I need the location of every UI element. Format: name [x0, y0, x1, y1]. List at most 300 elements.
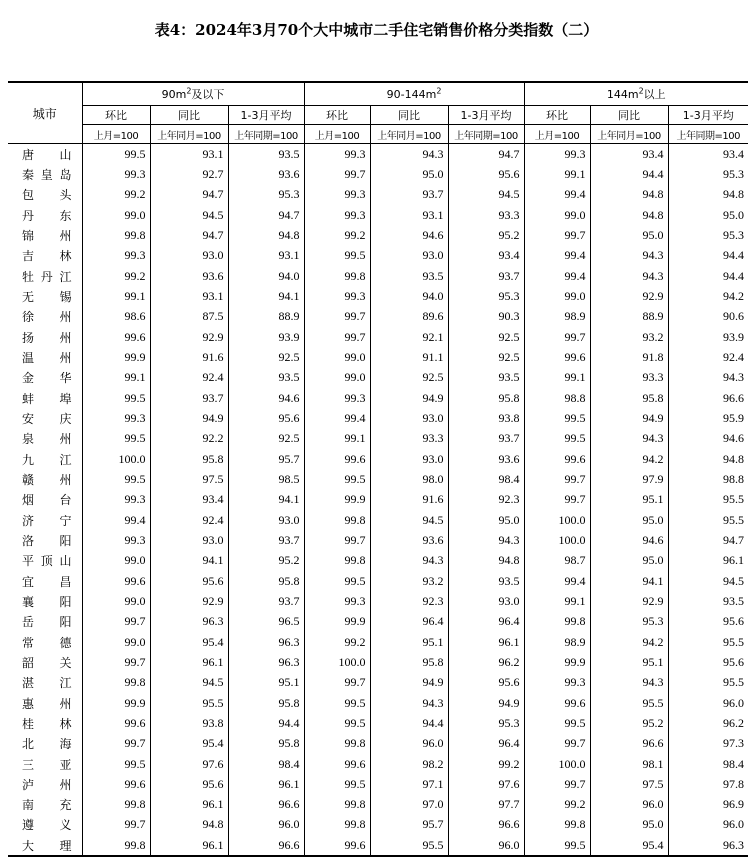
index-value: 99.5	[304, 246, 370, 266]
index-value: 97.5	[150, 469, 228, 489]
index-value: 98.7	[524, 551, 590, 571]
index-value: 94.2	[590, 449, 668, 469]
index-value: 95.3	[228, 185, 304, 205]
index-value: 94.7	[228, 205, 304, 225]
index-value: 92.9	[150, 591, 228, 611]
index-value: 95.1	[590, 490, 668, 510]
index-value: 99.0	[82, 551, 150, 571]
index-value: 92.5	[228, 429, 304, 449]
index-value: 99.8	[304, 266, 370, 286]
index-value: 100.0	[304, 652, 370, 672]
index-value: 97.0	[370, 795, 448, 815]
index-value: 99.7	[524, 225, 590, 245]
index-value: 97.6	[448, 774, 524, 794]
index-value: 99.7	[304, 164, 370, 184]
index-value: 98.9	[524, 307, 590, 327]
index-value: 94.6	[370, 225, 448, 245]
table-row	[8, 795, 748, 815]
index-value: 98.4	[228, 754, 304, 774]
index-value: 99.2	[304, 225, 370, 245]
index-value: 94.8	[228, 225, 304, 245]
index-value: 99.6	[304, 835, 370, 856]
index-value: 99.8	[82, 673, 150, 693]
index-value: 94.8	[150, 815, 228, 835]
city-name: 洛阳	[22, 533, 72, 548]
index-value: 98.5	[228, 469, 304, 489]
index-value: 99.4	[82, 510, 150, 530]
index-value: 96.1	[668, 551, 748, 571]
index-value: 92.4	[150, 510, 228, 530]
index-value: 93.5	[370, 266, 448, 286]
index-value: 93.1	[370, 205, 448, 225]
index-value: 99.8	[524, 612, 590, 632]
index-value: 95.0	[448, 510, 524, 530]
index-value: 94.9	[370, 673, 448, 693]
index-value: 99.7	[304, 673, 370, 693]
index-value: 96.1	[150, 652, 228, 672]
table-row	[8, 591, 748, 611]
city-name: 大理	[8, 835, 82, 856]
index-value: 99.3	[82, 246, 150, 266]
index-value: 99.5	[304, 713, 370, 733]
index-value: 95.3	[668, 164, 748, 184]
index-value: 95.8	[590, 388, 668, 408]
index-value: 99.1	[304, 429, 370, 449]
index-value: 97.7	[448, 795, 524, 815]
index-value: 94.1	[228, 490, 304, 510]
index-value: 99.6	[524, 449, 590, 469]
index-value: 96.2	[668, 713, 748, 733]
base-header: 上月=100	[304, 125, 370, 144]
city-name: 牡丹江	[22, 269, 72, 284]
index-value: 95.0	[590, 225, 668, 245]
index-value: 95.2	[228, 551, 304, 571]
sub-header: 1-3月平均	[668, 106, 748, 125]
sub-header: 同比	[150, 106, 228, 125]
city-name: 韶关	[22, 655, 72, 670]
index-value: 94.2	[590, 632, 668, 652]
index-value: 99.6	[82, 571, 150, 591]
index-value: 94.1	[150, 551, 228, 571]
index-value: 95.1	[228, 673, 304, 693]
city-name: 包头	[22, 188, 72, 203]
index-value: 92.7	[150, 164, 228, 184]
city-name: 丹东	[22, 208, 72, 223]
index-value: 100.0	[524, 530, 590, 550]
index-value: 99.4	[524, 571, 590, 591]
index-value: 99.9	[82, 347, 150, 367]
index-value: 94.5	[150, 673, 228, 693]
index-value: 98.4	[448, 469, 524, 489]
index-value: 95.8	[370, 652, 448, 672]
index-value: 97.3	[668, 734, 748, 754]
index-value: 95.8	[228, 693, 304, 713]
index-value: 95.1	[370, 632, 448, 652]
index-value: 93.6	[370, 530, 448, 550]
index-value: 93.1	[150, 144, 228, 165]
index-value: 93.3	[370, 429, 448, 449]
price-index-table	[8, 81, 748, 857]
index-value: 92.5	[228, 347, 304, 367]
city-header: 城市	[8, 82, 82, 144]
index-value: 94.4	[668, 246, 748, 266]
index-value: 94.3	[668, 368, 748, 388]
index-value: 99.7	[82, 815, 150, 835]
index-value: 94.0	[370, 286, 448, 306]
index-value: 93.6	[228, 164, 304, 184]
index-value: 99.3	[82, 408, 150, 428]
base-header: 上月=100	[82, 125, 150, 144]
index-value: 94.9	[448, 693, 524, 713]
index-value: 95.1	[590, 652, 668, 672]
index-value: 94.6	[590, 530, 668, 550]
table-row	[8, 652, 748, 672]
city-name: 蚌埠	[22, 391, 72, 406]
sub-header: 环比	[82, 106, 150, 125]
city-name: 无锡	[22, 289, 72, 304]
index-value: 94.3	[448, 530, 524, 550]
index-value: 96.3	[228, 632, 304, 652]
base-header: 上月=100	[524, 125, 590, 144]
index-value: 94.9	[370, 388, 448, 408]
index-value: 96.4	[370, 612, 448, 632]
index-value: 94.9	[590, 408, 668, 428]
city-name: 温州	[22, 350, 72, 365]
index-value: 93.4	[150, 490, 228, 510]
table-row	[8, 734, 748, 754]
index-value: 99.8	[304, 510, 370, 530]
index-value: 97.5	[590, 774, 668, 794]
table-row	[8, 286, 748, 306]
index-value: 99.9	[304, 612, 370, 632]
index-value: 98.2	[370, 754, 448, 774]
index-value: 88.9	[228, 307, 304, 327]
index-value: 99.5	[82, 144, 150, 165]
index-value: 93.7	[370, 185, 448, 205]
index-value: 99.7	[524, 469, 590, 489]
index-value: 94.3	[590, 246, 668, 266]
index-value: 96.3	[668, 835, 748, 856]
index-value: 96.0	[590, 795, 668, 815]
index-value: 99.9	[82, 693, 150, 713]
table-row	[8, 835, 748, 856]
group-header-small: $90m^2$及以下	[82, 82, 304, 106]
index-value: 99.5	[82, 469, 150, 489]
index-value: 98.8	[524, 388, 590, 408]
index-value: 93.7	[228, 530, 304, 550]
index-value: 93.0	[370, 449, 448, 469]
index-value: 92.5	[448, 327, 524, 347]
index-value: 87.5	[150, 307, 228, 327]
index-value: 99.2	[524, 795, 590, 815]
index-value: 99.5	[304, 693, 370, 713]
index-value: 92.1	[370, 327, 448, 347]
index-value: 96.4	[448, 612, 524, 632]
index-value: 99.5	[304, 571, 370, 591]
index-value: 92.2	[150, 429, 228, 449]
table-row	[8, 774, 748, 794]
index-value: 99.3	[524, 144, 590, 165]
index-value: 94.6	[228, 388, 304, 408]
city-name: 烟台	[22, 493, 72, 508]
index-value: 99.2	[304, 632, 370, 652]
index-value: 99.8	[304, 551, 370, 571]
index-value: 93.5	[668, 591, 748, 611]
city-name: 襄阳	[22, 594, 72, 609]
index-value: 93.1	[150, 286, 228, 306]
index-value: 99.5	[82, 388, 150, 408]
index-value: 99.3	[304, 286, 370, 306]
index-value: 99.8	[304, 815, 370, 835]
index-value: 93.4	[590, 144, 668, 165]
index-value: 99.7	[82, 652, 150, 672]
index-value: 94.8	[448, 551, 524, 571]
index-value: 89.6	[370, 307, 448, 327]
index-value: 100.0	[82, 449, 150, 469]
city-name: 赣州	[22, 472, 72, 487]
index-value: 99.6	[304, 754, 370, 774]
table-row	[8, 673, 748, 693]
index-value: 96.0	[668, 693, 748, 713]
index-value: 99.2	[82, 185, 150, 205]
index-value: 95.6	[668, 612, 748, 632]
index-value: 93.0	[150, 246, 228, 266]
index-value: 99.4	[304, 408, 370, 428]
index-value: 99.4	[524, 185, 590, 205]
index-value: 96.0	[228, 815, 304, 835]
index-value: 92.3	[448, 490, 524, 510]
index-value: 93.4	[448, 246, 524, 266]
index-value: 92.9	[590, 591, 668, 611]
index-value: 100.0	[524, 754, 590, 774]
index-value: 99.1	[82, 368, 150, 388]
index-value: 96.5	[228, 612, 304, 632]
index-value: 96.1	[150, 835, 228, 856]
table-row	[8, 388, 748, 408]
index-value: 94.8	[590, 205, 668, 225]
table-row	[8, 429, 748, 449]
index-value: 96.6	[668, 388, 748, 408]
index-value: 95.6	[448, 673, 524, 693]
index-value: 99.8	[82, 225, 150, 245]
index-value: 95.6	[228, 408, 304, 428]
index-value: 94.5	[370, 510, 448, 530]
table-row	[8, 408, 748, 428]
index-value: 94.8	[590, 185, 668, 205]
index-value: 94.3	[370, 144, 448, 165]
index-value: 93.0	[150, 530, 228, 550]
index-value: 99.5	[82, 754, 150, 774]
index-value: 95.0	[370, 164, 448, 184]
index-value: 92.5	[370, 368, 448, 388]
index-value: 99.8	[304, 795, 370, 815]
index-value: 96.0	[668, 815, 748, 835]
city-name: 常德	[22, 635, 72, 650]
table-row	[8, 469, 748, 489]
index-value: 99.5	[304, 774, 370, 794]
index-value: 99.9	[304, 490, 370, 510]
index-value: 99.3	[82, 164, 150, 184]
city-name: 安庆	[22, 411, 72, 426]
index-value: 93.9	[668, 327, 748, 347]
index-value: 98.1	[590, 754, 668, 774]
index-value: 95.3	[448, 286, 524, 306]
index-value: 94.1	[228, 286, 304, 306]
index-value: 100.0	[524, 510, 590, 530]
index-value: 99.3	[304, 205, 370, 225]
sub-header: 1-3月平均	[448, 106, 524, 125]
index-value: 95.5	[668, 510, 748, 530]
city-name: 南充	[22, 798, 72, 813]
index-value: 93.0	[448, 591, 524, 611]
table-row	[8, 571, 748, 591]
index-value: 99.1	[82, 286, 150, 306]
index-value: 94.2	[668, 286, 748, 306]
index-value: 99.4	[524, 266, 590, 286]
table-row	[8, 144, 748, 165]
index-value: 93.9	[228, 327, 304, 347]
index-value: 95.3	[668, 225, 748, 245]
base-header: 上年同月=100	[370, 125, 448, 144]
index-value: 99.3	[524, 673, 590, 693]
index-value: 99.6	[524, 693, 590, 713]
index-value: 99.9	[524, 652, 590, 672]
index-value: 93.0	[370, 246, 448, 266]
table-row	[8, 347, 748, 367]
sub-header: 同比	[370, 106, 448, 125]
city-name: 惠州	[22, 696, 72, 711]
index-value: 95.3	[448, 713, 524, 733]
index-value: 94.6	[668, 429, 748, 449]
index-value: 93.6	[448, 449, 524, 469]
index-value: 98.6	[82, 307, 150, 327]
index-value: 98.9	[524, 632, 590, 652]
index-value: 94.7	[150, 225, 228, 245]
table-row	[8, 225, 748, 245]
index-value: 96.6	[590, 734, 668, 754]
index-value: 98.4	[668, 754, 748, 774]
table-row	[8, 307, 748, 327]
index-value: 93.2	[590, 327, 668, 347]
table-row	[8, 368, 748, 388]
index-value: 94.9	[150, 408, 228, 428]
table-row	[8, 266, 748, 286]
city-name: 济宁	[22, 513, 72, 528]
index-value: 99.7	[82, 612, 150, 632]
index-value: 97.9	[590, 469, 668, 489]
index-value: 97.8	[668, 774, 748, 794]
index-value: 99.5	[524, 429, 590, 449]
index-value: 94.3	[590, 266, 668, 286]
base-header: 上年同期=100	[668, 125, 748, 144]
city-name: 扬州	[22, 330, 72, 345]
group-header-medium: $90-144m^2$	[304, 82, 524, 106]
index-value: 95.3	[590, 612, 668, 632]
index-value: 90.6	[668, 307, 748, 327]
index-value: 95.8	[448, 388, 524, 408]
index-value: 95.8	[150, 449, 228, 469]
index-value: 99.5	[524, 408, 590, 428]
city-name: 锦州	[22, 228, 72, 243]
index-value: 94.7	[448, 144, 524, 165]
index-value: 99.6	[82, 774, 150, 794]
index-value: 99.3	[304, 388, 370, 408]
index-value: 99.0	[82, 591, 150, 611]
index-value: 95.8	[228, 734, 304, 754]
index-value: 99.0	[304, 368, 370, 388]
city-name: 九江	[22, 452, 72, 467]
table-row	[8, 693, 748, 713]
index-value: 96.0	[448, 835, 524, 856]
index-value: 94.5	[448, 185, 524, 205]
index-value: 99.0	[82, 205, 150, 225]
sub-header: 1-3月平均	[228, 106, 304, 125]
index-value: 92.4	[150, 368, 228, 388]
index-value: 96.0	[370, 734, 448, 754]
index-value: 94.7	[668, 530, 748, 550]
index-value: 95.0	[590, 815, 668, 835]
index-value: 93.0	[228, 510, 304, 530]
index-value: 94.4	[370, 713, 448, 733]
index-value: 95.2	[590, 713, 668, 733]
index-value: 94.3	[590, 429, 668, 449]
index-value: 95.0	[668, 205, 748, 225]
index-value: 99.8	[304, 734, 370, 754]
index-value: 93.5	[448, 571, 524, 591]
table-row	[8, 754, 748, 774]
base-header: 上年同月=100	[150, 125, 228, 144]
index-value: 93.8	[448, 408, 524, 428]
table-row	[8, 632, 748, 652]
index-value: 92.3	[370, 591, 448, 611]
table-row	[8, 449, 748, 469]
index-value: 95.7	[228, 449, 304, 469]
index-value: 99.3	[304, 185, 370, 205]
index-value: 93.4	[668, 144, 748, 165]
index-value: 95.2	[448, 225, 524, 245]
index-value: 94.7	[150, 185, 228, 205]
index-value: 95.7	[370, 815, 448, 835]
city-name: 泸州	[22, 777, 72, 792]
index-value: 94.1	[590, 571, 668, 591]
index-value: 99.7	[524, 490, 590, 510]
index-value: 95.6	[150, 774, 228, 794]
index-value: 94.4	[228, 713, 304, 733]
index-value: 93.3	[448, 205, 524, 225]
index-value: 99.7	[304, 327, 370, 347]
index-value: 95.5	[590, 693, 668, 713]
group-header-large: $144m^2$以上	[524, 82, 748, 106]
table-row	[8, 327, 748, 347]
index-value: 99.7	[304, 530, 370, 550]
index-value: 97.6	[150, 754, 228, 774]
index-value: 93.7	[150, 388, 228, 408]
table-row	[8, 612, 748, 632]
index-value: 91.6	[370, 490, 448, 510]
index-value: 99.7	[524, 734, 590, 754]
city-name: 湛江	[22, 676, 72, 691]
index-value: 95.5	[668, 632, 748, 652]
index-value: 95.4	[590, 835, 668, 856]
index-value: 95.0	[590, 551, 668, 571]
table-row	[8, 205, 748, 225]
index-value: 93.1	[228, 246, 304, 266]
index-value: 99.3	[304, 144, 370, 165]
base-header: 上年同月=100	[590, 125, 668, 144]
index-value: 99.5	[524, 713, 590, 733]
index-value: 95.5	[668, 673, 748, 693]
index-value: 95.4	[150, 734, 228, 754]
